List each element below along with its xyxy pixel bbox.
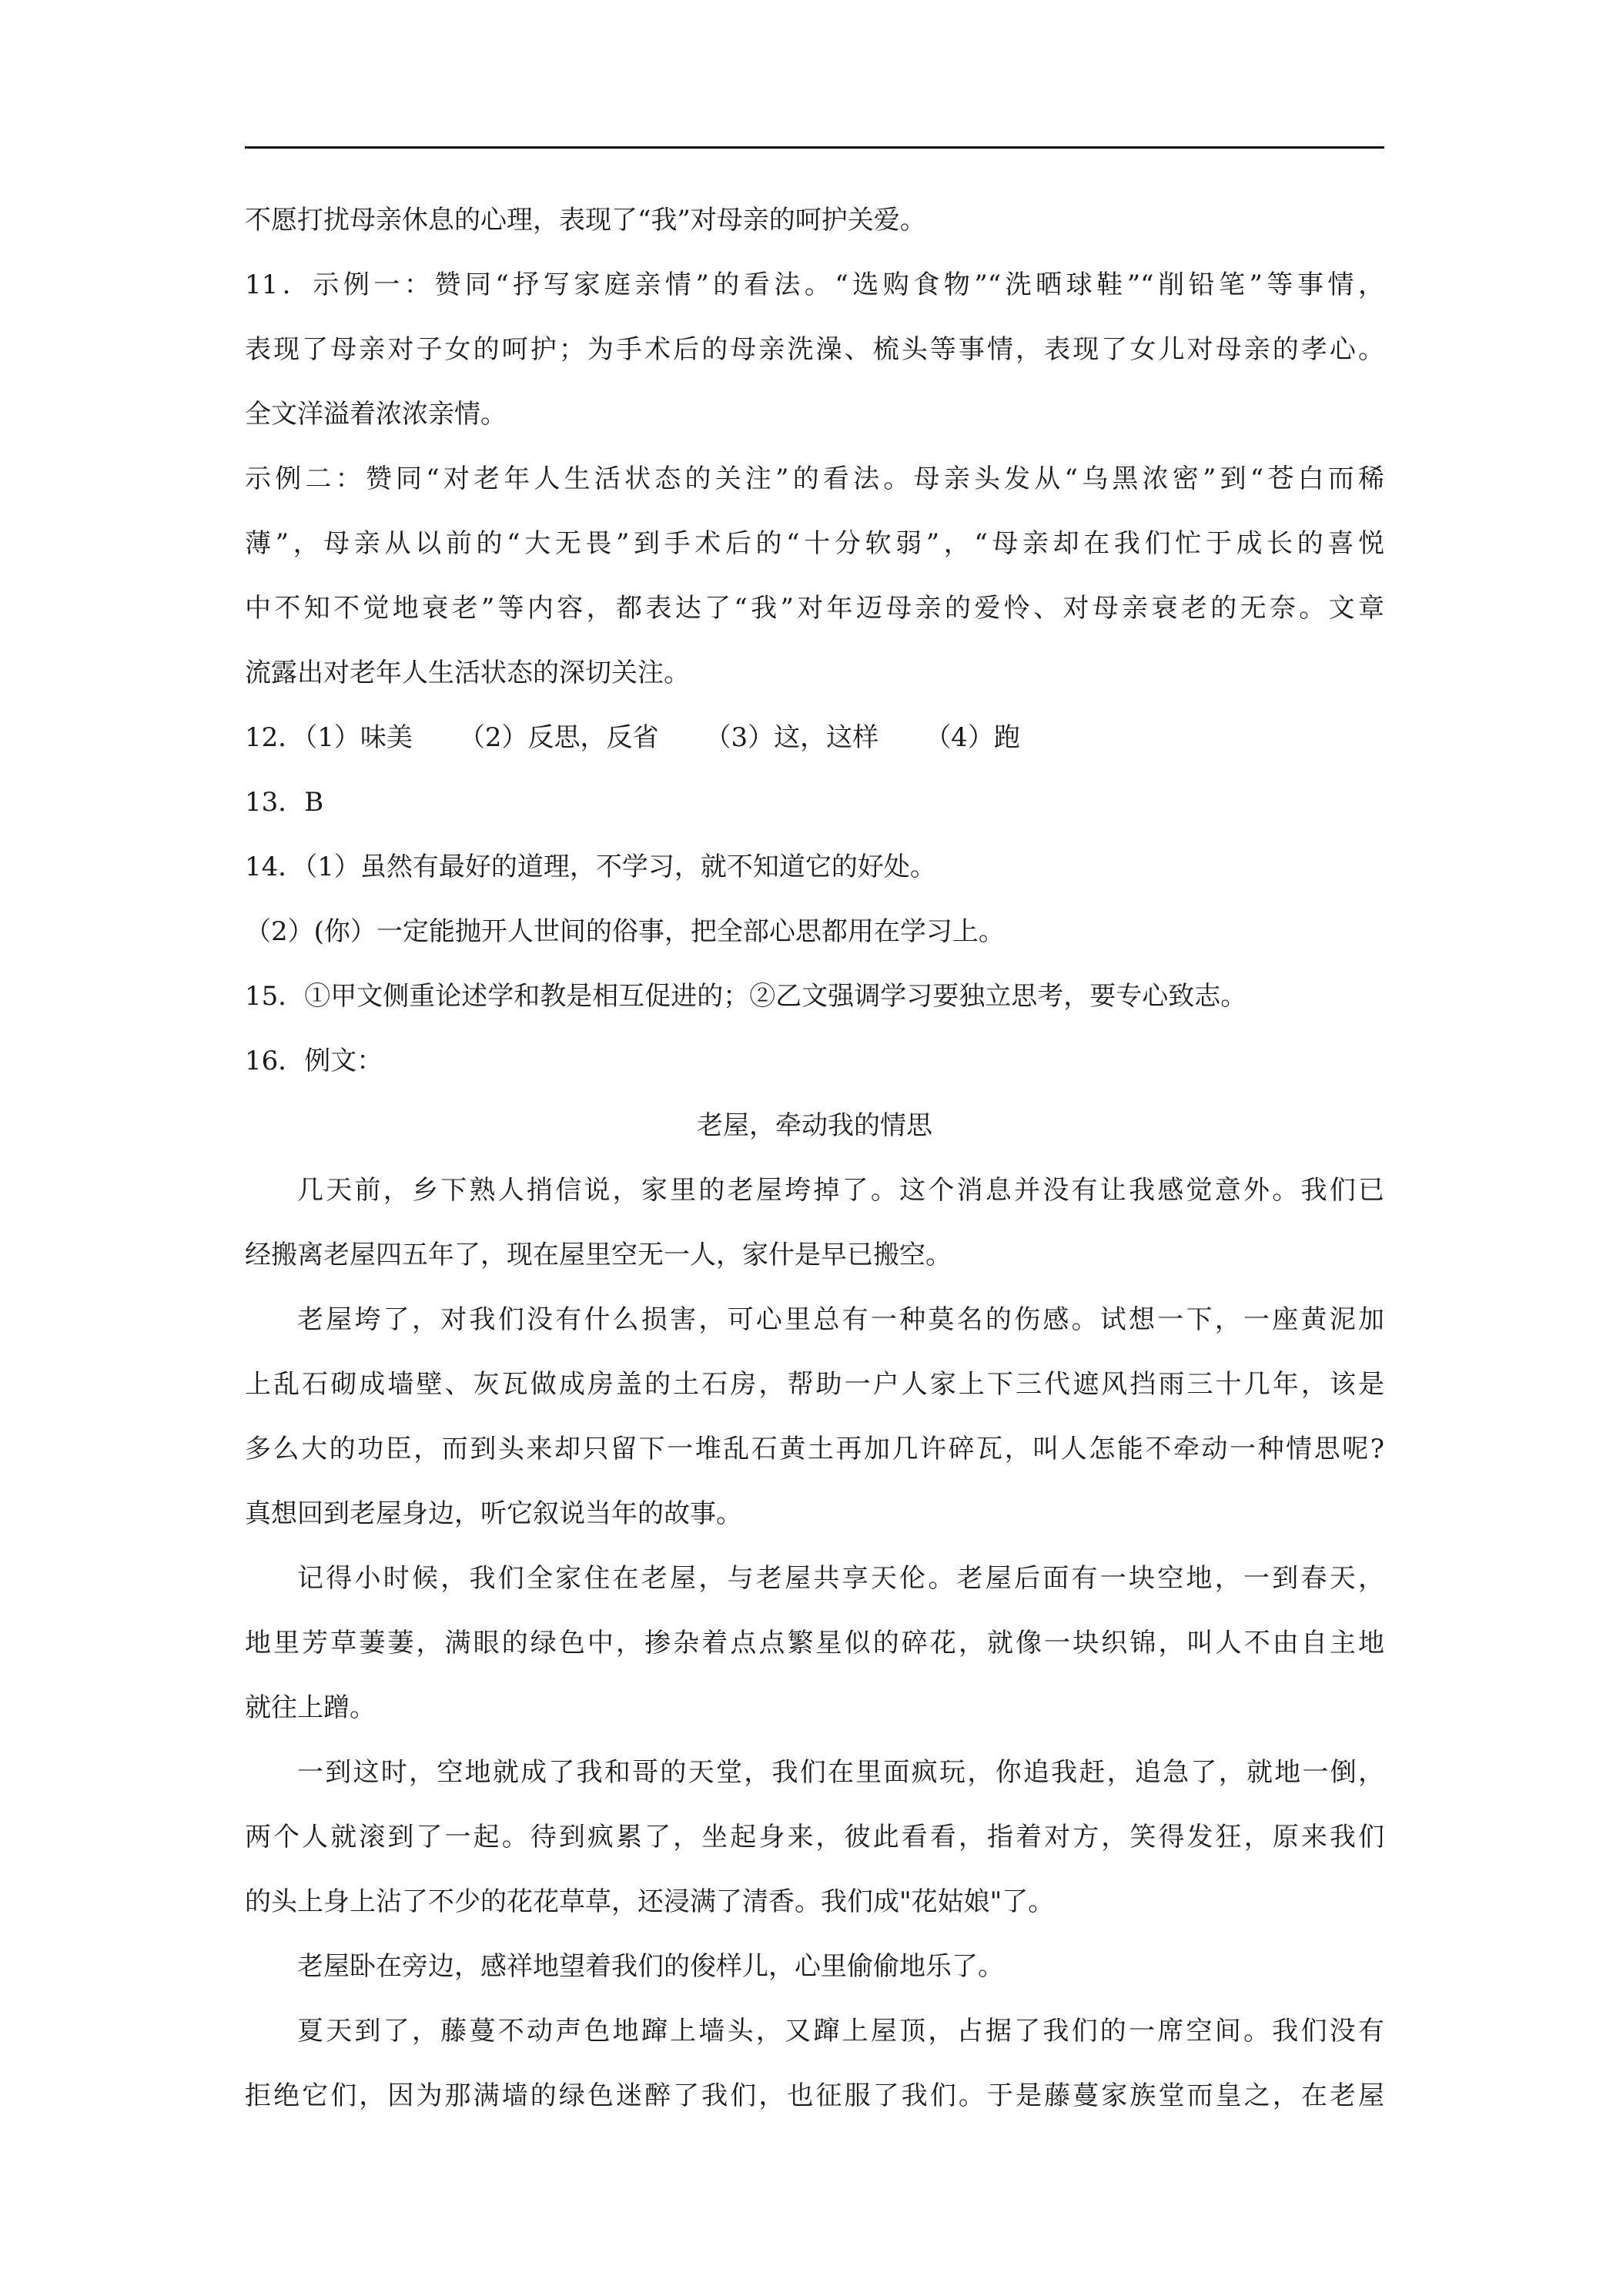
essay-p6-line-1: 夏天到了，藤蔓不动声色地蹿上墙头，又蹿上屋顶，占据了我们的一席空间。我们没有 <box>297 2016 1384 2047</box>
essay-p2-line-3: 多么大的功臣，而到头来却只留下一堆乱石黄土再加几许碎瓦，叫人怎能不牵动一种情思呢? <box>245 1434 1384 1464</box>
essay-title: 老屋，牵动我的情思 <box>697 1110 932 1141</box>
essay-p3-line-2: 地里芳草萋萋，满眼的绿色中，掺杂着点点繁星似的碎花，就像一块织锦，叫人不由自主地 <box>245 1628 1384 1658</box>
essay-p2-line-2: 上乱石砌成墙壁、灰瓦做成房盖的土石房，帮助一户人家上下三代遮风挡雨三十几年，该是 <box>245 1369 1384 1400</box>
answer-12-item-4: （4）跑 <box>925 722 1020 753</box>
header-rule <box>245 146 1384 149</box>
essay-p2-line-4: 真想回到老屋身边，听它叙说当年的故事。 <box>245 1498 742 1529</box>
essay-p2-line-1: 老屋垮了，对我们没有什么损害，可心里总有一种莫名的伤感。试想一下，一座黄泥加 <box>297 1304 1384 1335</box>
essay-p4-line-3: 的头上身上沾了不少的花花草草，还浸满了清香。我们成"花姑娘"了。 <box>245 1886 1055 1917</box>
essay-p4-line-1: 一到这时，空地就成了我和哥的天堂，我们在里面疯玩，你追我赶，追急了，就地一倒， <box>297 1757 1384 1788</box>
answer-14-line-1: 14．（1）虽然有最好的道理，不学习，就不知道它的好处。 <box>245 852 936 882</box>
essay-p1-line-1: 几天前，乡下熟人捎信说，家里的老屋垮掉了。这个消息并没有让我感觉意外。我们已 <box>297 1175 1384 1206</box>
answer-10-tail: 不愿打扰母亲休息的心理，表现了“我”对母亲的呵护关爱。 <box>245 205 926 236</box>
answer-12-label: 12． <box>245 722 305 753</box>
answer-12-item-1: （1）味美 <box>304 722 413 753</box>
essay-p5-line-1: 老屋卧在旁边，感祥地望着我们的俊样儿，心里偷偷地乐了。 <box>297 1951 1004 1982</box>
answer-11-line-3: 全文洋溢着浓浓亲情。 <box>245 399 507 430</box>
answer-11-line-6: 中不知不觉地衰老”等内容，都表达了“我”对年迈母亲的爱怜、对母亲衰老的无奈。文章 <box>245 593 1384 624</box>
document-body <box>245 188 1384 2128</box>
answer-12 <box>245 705 1384 770</box>
essay-p4-line-2: 两个人就滚到了一起。待到疯累了，坐起身来，彼此看看，指着对方，笑得发狂，原来我们 <box>245 1822 1384 1853</box>
answer-11-line-5: 薄”，母亲从以前的“大无畏”到手术后的“十分软弱”，“母亲却在我们忙于成长的喜悦 <box>245 528 1384 559</box>
answer-16-label: 16．例文： <box>245 1046 383 1076</box>
essay-p3-line-1: 记得小时候，我们全家住在老屋，与老屋共享天伦。老屋后面有一块空地，一到春天， <box>297 1563 1384 1594</box>
answer-13: 13．B <box>245 787 324 818</box>
answer-11-line-2: 表现了母亲对子女的呵护；为手术后的母亲洗澡、梳头等事情，表现了女儿对母亲的孝心。 <box>245 334 1384 365</box>
answer-12-item-2: （2）反思，反省 <box>458 722 659 753</box>
answer-14-line-2: （2）(你）一定能抛开人世间的俗事，把全部心思都用在学习上。 <box>245 916 1005 947</box>
essay-p6-line-2: 拒绝它们，因为那满墙的绿色迷醉了我们，也征服了我们。于是藤蔓家族堂而皇之，在老屋 <box>245 2080 1384 2111</box>
answer-11-line-4: 示例二：赞同“对老年人生活状态的关注”的看法。母亲头发从“乌黑浓密”到“苍白而稀 <box>245 464 1384 494</box>
essay-p3-line-3: 就往上蹭。 <box>245 1692 376 1723</box>
answer-11-line-7: 流露出对老年人生活状态的深切关注。 <box>245 658 690 688</box>
answer-11-line-1: 11．示例一：赞同“抒写家庭亲情”的看法。“选购食物”“洗晒球鞋”“削铅笔”等事情， <box>245 269 1384 300</box>
answer-12-item-3: （3）这，这样 <box>704 722 879 753</box>
answer-15: 15．①甲文侧重论述学和教是相互促进的；②乙文强调学习要独立思考，要专心致志。 <box>245 981 1247 1012</box>
essay-p1-line-2: 经搬离老屋四五年了，现在屋里空无一人，家什是早已搬空。 <box>245 1240 952 1270</box>
